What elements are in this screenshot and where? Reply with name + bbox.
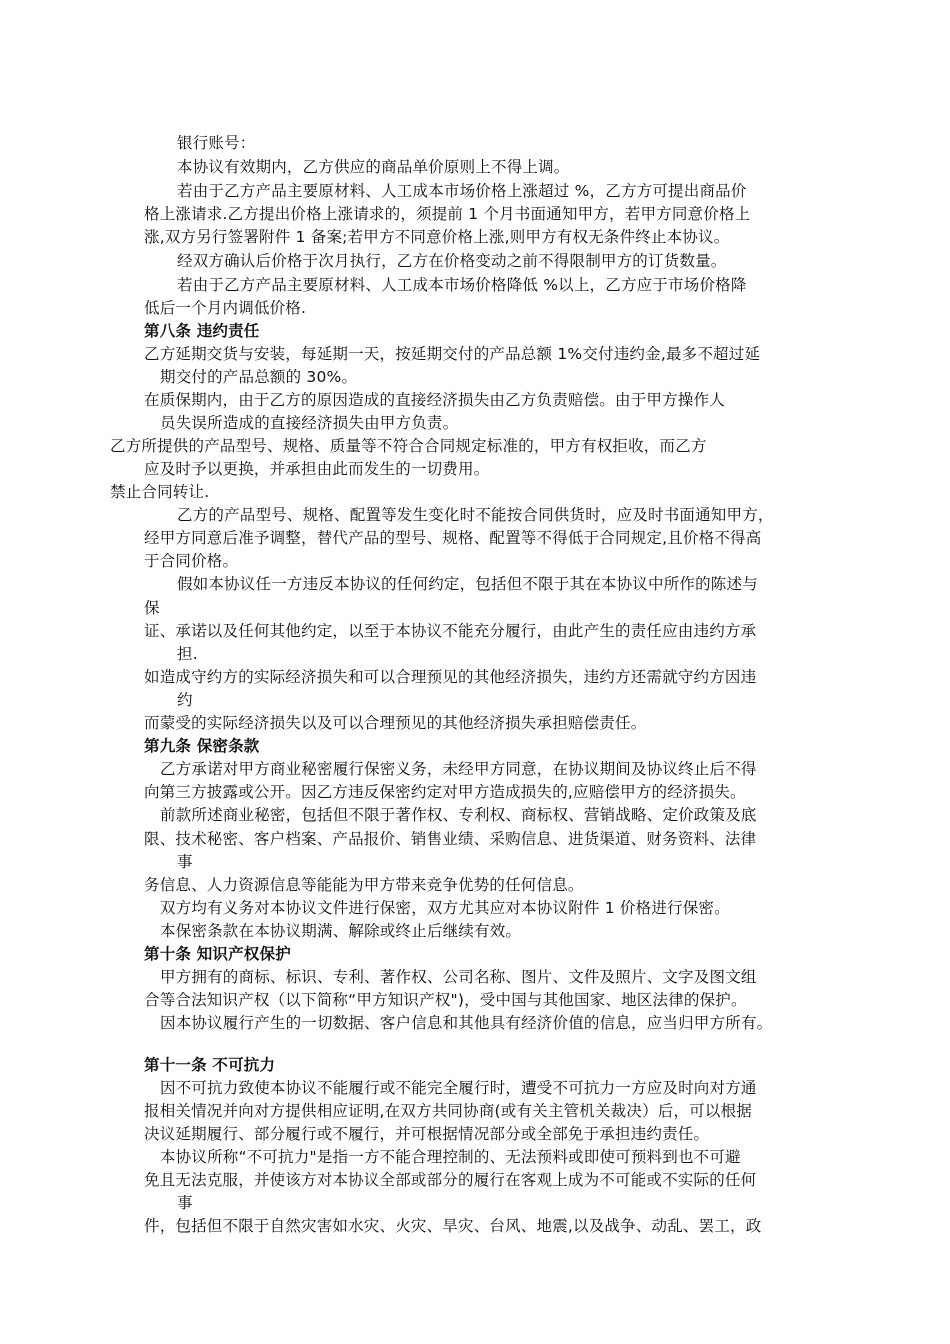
section-heading: 第九条 保密条款 [144, 737, 260, 755]
text-line: 员失误所造成的直接经济损失由甲方负责。 [160, 414, 459, 432]
text-line: 本协议所称“不可抗力"是指一方不能合理控制的、无法预料或即使可预料到也不可避 [160, 1148, 741, 1166]
text-line: 期交付的产品总额的 30%。 [160, 368, 358, 386]
text-line: 双方均有义务对本协议文件进行保密，双方尤其应对本协议附件 1 价格进行保密。 [160, 899, 730, 917]
text-line: 涨,双方另行签署附件 1 备案;若甲方不同意价格上涨,则甲方有权无条件终止本协议。 [144, 228, 730, 246]
text-line: 免且无法克服，并使该方对本协议全部或部分的履行在客观上成为不可能或不实际的任何 [144, 1171, 757, 1189]
section-heading: 第十一条 不可抗力 [144, 1056, 276, 1074]
text-line: 格上涨请求.乙方提出价格上涨请求的，须提前 1 个月书面通知甲方，若甲方同意价格上 [144, 205, 751, 223]
text-line: 证、承诺以及任何其他约定，以至于本协议不能充分履行，由此产生的责任应由违约方承 [144, 622, 757, 640]
text-line: 保 [144, 599, 160, 617]
text-line: 事 [177, 1194, 193, 1212]
text-line: 禁止合同转让. [110, 483, 210, 501]
text-line: 在质保期内，由于乙方的原因造成的直接经济损失由乙方负责赔偿。由于甲方操作人 [144, 391, 725, 409]
text-line: 报相关情况并向对方提供相应证明,在双方共同协商(或有关主管机关裁决）后，可以根据 [144, 1102, 752, 1120]
text-line: 约 [177, 691, 193, 709]
text-line: 若由于乙方产品主要原材料、人工成本市场价格上涨超过 %，乙方方可提出商品价 [177, 182, 747, 200]
text-line: 于合同价格。 [144, 552, 239, 570]
text-line: 因不可抗力致使本协议不能履行或不能完全履行时，遭受不可抗力一方应及时向对方通 [160, 1079, 757, 1097]
section-heading: 第十条 知识产权保护 [144, 945, 291, 963]
text-line: 合等合法知识产权（以下简称“甲方知识产权")，受中国与其他国家、地区法律的保护。 [144, 991, 747, 1009]
text-line: 件，包括但不限于自然灾害如水灾、火灾、旱灾、台风、地震,以及战争、动乱、罢工，政 [144, 1217, 762, 1235]
section-heading: 第八条 违约责任 [144, 322, 260, 340]
text-line: 因本协议履行产生的一切数据、客户信息和其他具有经济价值的信息，应当归甲方所有。 [160, 1014, 773, 1032]
text-line: 事 [177, 853, 193, 871]
text-line: 而蒙受的实际经济损失以及可以合理预见的其他经济损失承担赔偿责任。 [144, 714, 647, 732]
text-line: 甲方拥有的商标、标识、专利、著作权、公司名称、图片、文件及照片、文字及图文组 [160, 968, 757, 986]
text-line: 本协议有效期内，乙方供应的商品单价原则上不得上调。 [177, 158, 570, 176]
text-line: 务信息、人力资源信息等能能为甲方带来竞争优势的任何信息。 [144, 876, 584, 894]
text-line: 若由于乙方产品主要原材料、人工成本市场价格降低 %以上，乙方应于市场价格降 [177, 276, 747, 294]
text-line: 假如本协议任一方违反本协议的任何约定，包括但不限于其在本协议中所作的陈述与 [177, 575, 758, 593]
text-line: 本保密条款在本协议期满、解除或终止后继续有效。 [160, 922, 522, 940]
text-line: 乙方所提供的产品型号、规格、质量等不符合合同规定标准的，甲方有权拒收，而乙方 [110, 437, 707, 455]
text-line: 银行账号： [177, 134, 256, 152]
text-line: 乙方承诺对甲方商业秘密履行保密义务，未经甲方同意，在协议期间及协议终止后不得 [160, 760, 757, 778]
text-line: 决议延期履行、部分履行或不履行，并可根据情况部分或全部免于承担违约责任。 [144, 1125, 710, 1143]
text-line: 乙方的产品型号、规格、配置等发生变化时不能按合同供货时，应及时书面通知甲方， [177, 506, 774, 524]
text-line: 担. [177, 645, 198, 663]
text-line: 向第三方披露或公开。因乙方违反保密约定对甲方造成损失的,应赔偿甲方的经济损失。 [144, 783, 746, 801]
text-line: 前款所述商业秘密，包括但不限于著作权、专利权、商标权、营销战略、定价政策及底 [160, 806, 757, 824]
text-line: 乙方延期交货与安装，每延期一天，按延期交付的产品总额 1%交付违约金,最多不超过延 [144, 345, 761, 363]
text-line: 应及时予以更换，并承担由此而发生的一切费用。 [144, 460, 490, 478]
text-line: 经甲方同意后准予调整，替代产品的型号、规格、配置等不得低于合同规定,且价格不得高 [144, 529, 762, 547]
text-line: 如造成守约方的实际经济损失和可以合理预见的其他经济损失，违约方还需就守约方因违 [144, 668, 757, 686]
text-line: 限、技术秘密、客户档案、产品报价、销售业绩、采购信息、进货渠道、财务资料、法律 [144, 830, 757, 848]
text-line: 经双方确认后价格于次月执行，乙方在价格变动之前不得限制甲方的订货数量。 [177, 252, 727, 270]
text-line: 低后一个月内调低价格. [144, 299, 307, 317]
